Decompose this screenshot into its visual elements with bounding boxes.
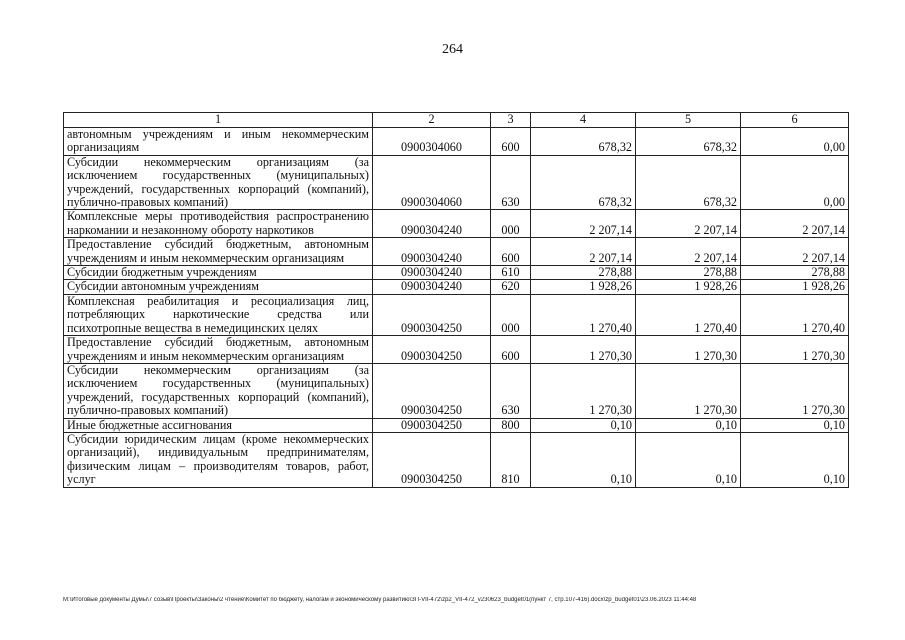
row-value-1: 0,10 [531,432,636,487]
table-row [64,155,849,210]
row-value-2: 1 270,30 [636,336,741,364]
row-value-3: 278,88 [741,266,849,280]
table-row [64,294,849,335]
row-code: 0900304060 [373,155,491,210]
row-name: Субсидии юридическим лицам (кроме некоммерческих организаций), индивидуальным предпринимателям, физическим лицам – производителям товаров, работ, услуг [64,432,373,487]
row-value-1: 278,88 [531,266,636,280]
row-value-2: 278,88 [636,266,741,280]
row-value-1: 2 207,14 [531,238,636,266]
row-value-3: 1 270,40 [741,294,849,335]
row-code: 0900304060 [373,128,491,156]
row-name: Субсидии некоммерческим организациям (за исключением государственных (муниципальных) учреждений, государственных корпораций (компаний), публично-правовых компаний) [64,363,373,418]
page-number: 264 [442,42,463,57]
row-value-2: 2 207,14 [636,238,741,266]
row-value-1: 1 270,30 [531,336,636,364]
row-expense-type: 630 [491,363,531,418]
row-value-1: 1 270,40 [531,294,636,335]
row-expense-type: 630 [491,155,531,210]
row-name: Иные бюджетные ассигнования [64,418,373,432]
row-expense-type: 810 [491,432,531,487]
budget-table [63,112,849,488]
row-value-1: 2 207,14 [531,210,636,238]
row-code: 0900304240 [373,238,491,266]
row-name: Комплексная реабилитация и ресоциализация лиц, потребляющих наркотические средства или психотропные вещества в немедицинских целях [64,294,373,335]
row-value-3: 0,00 [741,155,849,210]
row-code: 0900304250 [373,363,491,418]
row-expense-type: 600 [491,238,531,266]
row-code: 0900304250 [373,432,491,487]
column-header: 2 [373,113,491,128]
row-code: 0900304250 [373,418,491,432]
table-row [64,266,849,280]
row-value-3: 1 270,30 [741,363,849,418]
row-code: 0900304240 [373,210,491,238]
row-value-1: 1 270,30 [531,363,636,418]
row-name: Субсидии автономным учреждениям [64,280,373,294]
row-value-1: 678,32 [531,128,636,156]
column-header: 3 [491,113,531,128]
row-expense-type: 000 [491,210,531,238]
row-name: Субсидии бюджетным учреждениям [64,266,373,280]
row-value-2: 678,32 [636,128,741,156]
table-row [64,363,849,418]
table-row [64,336,849,364]
row-expense-type: 620 [491,280,531,294]
row-value-1: 1 928,26 [531,280,636,294]
row-name: Субсидии некоммерческим организациям (за исключением государственных (муниципальных) учреждений, государственных корпораций (компаний), публично-правовых компаний) [64,155,373,210]
table-row [64,128,849,156]
row-code: 0900304240 [373,280,491,294]
row-expense-type: 610 [491,266,531,280]
row-value-2: 1 270,30 [636,363,741,418]
column-header: 5 [636,113,741,128]
row-value-2: 1 270,40 [636,294,741,335]
row-value-2: 2 207,14 [636,210,741,238]
column-header: 1 [64,113,373,128]
column-header: 6 [741,113,849,128]
row-name: Комплексные меры противодействия распространению наркомании и незаконному обороту наркотиков [64,210,373,238]
table-row [64,418,849,432]
row-value-1: 0,10 [531,418,636,432]
table-row [64,280,849,294]
row-code: 0900304240 [373,266,491,280]
row-value-2: 1 928,26 [636,280,741,294]
table-row [64,432,849,487]
row-name: автономным учреждениям и иным некоммерческим организациям [64,128,373,156]
row-value-2: 678,32 [636,155,741,210]
row-value-3: 1 270,30 [741,336,849,364]
row-code: 0900304250 [373,336,491,364]
row-expense-type: 600 [491,128,531,156]
row-value-3: 0,00 [741,128,849,156]
row-value-2: 0,10 [636,432,741,487]
table-row [64,238,849,266]
row-name: Предоставление субсидий бюджетным, автономным учреждениям и иным некоммерческим организациям [64,238,373,266]
row-value-2: 0,10 [636,418,741,432]
document-path-footer: М:\Итоговые документы Думы\7 созыв\Проекты\Законы\2 чтение\Комитет по бюджету, налогам и экономическому развитию\ЗП-VII-472\zp2_VII-472_v230623_budget01(пункт 7, стр.107-416).docx\zp_budget01\23.06.2023 11:44:48 [63,597,697,603]
table-header-row [64,113,849,128]
row-expense-type: 000 [491,294,531,335]
row-value-3: 2 207,14 [741,210,849,238]
column-header: 4 [531,113,636,128]
row-value-3: 0,10 [741,418,849,432]
table-row [64,210,849,238]
row-expense-type: 600 [491,336,531,364]
row-value-3: 0,10 [741,432,849,487]
row-value-3: 2 207,14 [741,238,849,266]
row-value-1: 678,32 [531,155,636,210]
row-code: 0900304250 [373,294,491,335]
row-expense-type: 800 [491,418,531,432]
row-name: Предоставление субсидий бюджетным, автономным учреждениям и иным некоммерческим организациям [64,336,373,364]
row-value-3: 1 928,26 [741,280,849,294]
